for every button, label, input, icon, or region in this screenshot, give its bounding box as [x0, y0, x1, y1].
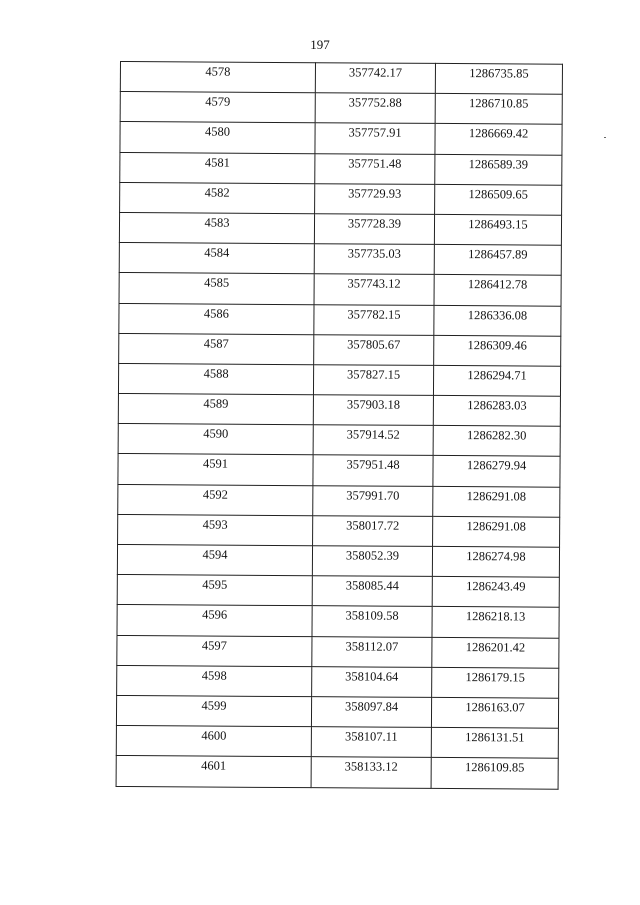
y-coordinate-value: 1286412.78	[467, 277, 528, 292]
scan-speck	[604, 137, 606, 138]
table-row	[120, 92, 562, 125]
point-number-value: 4601	[201, 758, 227, 773]
point-number-value: 4592	[202, 487, 228, 502]
y-coordinate-cell	[435, 63, 562, 94]
x-coordinate-cell	[315, 153, 435, 184]
x-coordinate-value: 357782.15	[347, 306, 401, 322]
point-number-cell	[120, 62, 315, 93]
x-coordinate-cell	[313, 365, 433, 396]
point-number-cell	[119, 243, 314, 274]
point-number-value: 4598	[201, 668, 227, 683]
y-coordinate-value: 1286291.08	[466, 488, 527, 504]
x-coordinate-value: 358104.64	[345, 669, 399, 684]
y-coordinate-cell	[433, 426, 560, 457]
y-coordinate-value: 1286179.15	[465, 669, 525, 685]
x-coordinate-cell	[312, 546, 432, 577]
x-coordinate-value: 357752.88	[348, 95, 402, 110]
point-number-cell	[119, 212, 314, 243]
x-coordinate-cell	[315, 93, 435, 124]
x-coordinate-cell	[313, 515, 433, 546]
table-row	[119, 303, 561, 336]
point-number-value: 4588	[203, 366, 229, 381]
x-coordinate-value: 357903.18	[346, 397, 401, 412]
y-coordinate-value: 1286735.85	[469, 66, 529, 81]
x-coordinate-cell	[311, 697, 431, 728]
point-number-value: 4597	[201, 638, 227, 653]
point-number-cell	[120, 182, 315, 213]
x-coordinate-cell	[313, 395, 433, 426]
y-coordinate-value: 1286493.15	[468, 217, 528, 232]
point-number-value: 4578	[205, 64, 231, 79]
y-coordinate-cell	[434, 245, 561, 276]
y-coordinate-value: 1286201.42	[465, 639, 526, 655]
y-coordinate-cell	[432, 607, 559, 638]
table-row	[117, 635, 559, 668]
x-coordinate-cell	[314, 334, 434, 365]
point-number-cell	[117, 605, 312, 636]
table-row	[116, 695, 558, 728]
table-row	[120, 152, 562, 185]
y-coordinate-value: 1286282.30	[466, 428, 527, 443]
x-coordinate-cell	[315, 183, 435, 214]
x-coordinate-value: 357743.12	[347, 276, 401, 292]
table-row	[117, 544, 559, 577]
x-coordinate-value: 358133.12	[344, 759, 398, 775]
table-row	[118, 484, 560, 517]
point-number-value: 4599	[201, 698, 227, 713]
point-number-value: 4600	[201, 728, 227, 743]
point-number-value: 4595	[202, 577, 228, 592]
point-number-cell	[116, 726, 311, 757]
x-coordinate-cell	[312, 606, 432, 637]
y-coordinate-value: 1286291.08	[466, 518, 526, 534]
x-coordinate-value: 357751.48	[348, 155, 402, 171]
x-coordinate-value: 357729.93	[348, 186, 402, 201]
x-coordinate-cell	[315, 123, 435, 154]
y-coordinate-value: 1286457.89	[468, 247, 528, 262]
table-row	[118, 424, 560, 457]
x-coordinate-value: 357914.52	[346, 427, 400, 442]
x-coordinate-value: 358085.44	[345, 578, 399, 593]
table-row	[119, 243, 561, 276]
table-row	[119, 212, 561, 245]
x-coordinate-cell	[313, 425, 433, 456]
point-number-cell	[118, 454, 313, 485]
y-coordinate-value: 1286163.07	[465, 700, 525, 715]
table-body	[116, 62, 562, 789]
y-coordinate-cell	[431, 697, 558, 728]
point-number-cell	[119, 303, 314, 334]
y-coordinate-cell	[433, 395, 560, 426]
y-coordinate-value: 1286243.49	[466, 579, 526, 594]
x-coordinate-cell	[312, 666, 432, 697]
table-row	[117, 575, 559, 608]
table-row	[118, 454, 560, 487]
table-row	[117, 665, 559, 698]
x-coordinate-cell	[313, 485, 433, 516]
point-number-value: 4579	[205, 94, 231, 109]
y-coordinate-cell	[434, 275, 561, 306]
y-coordinate-value: 1286509.65	[468, 186, 528, 202]
point-number-cell	[118, 363, 313, 394]
point-number-cell	[120, 122, 315, 153]
point-number-value: 4594	[202, 547, 228, 562]
y-coordinate-cell	[432, 667, 559, 698]
point-number-value: 4584	[204, 245, 230, 260]
x-coordinate-value: 358052.39	[345, 548, 400, 563]
table-row	[120, 62, 562, 95]
coordinates-table	[116, 61, 563, 789]
y-coordinate-cell	[434, 335, 561, 366]
x-coordinate-cell	[311, 757, 431, 788]
point-number-value: 4585	[204, 275, 230, 290]
point-number-cell	[116, 756, 311, 787]
table-row	[118, 363, 560, 396]
x-coordinate-value: 357742.17	[348, 65, 403, 80]
x-coordinate-cell	[314, 214, 434, 245]
table-row	[118, 514, 560, 547]
point-number-cell	[119, 273, 314, 304]
y-coordinate-cell	[435, 124, 562, 155]
x-coordinate-value: 357827.15	[346, 367, 401, 382]
y-coordinate-value: 1286336.08	[467, 307, 528, 322]
y-coordinate-value: 1286109.85	[464, 760, 525, 775]
point-number-value: 4582	[204, 185, 230, 200]
x-coordinate-cell	[314, 274, 434, 305]
point-number-cell	[120, 152, 315, 183]
point-number-cell	[118, 394, 313, 425]
point-number-value: 4583	[204, 215, 230, 230]
y-coordinate-cell	[434, 214, 561, 245]
y-coordinate-cell	[433, 516, 560, 547]
x-coordinate-value: 358112.07	[345, 638, 399, 654]
x-coordinate-value: 357951.48	[346, 457, 400, 473]
y-coordinate-cell	[435, 184, 562, 215]
y-coordinate-value: 1286218.13	[465, 609, 526, 624]
point-number-cell	[117, 544, 312, 575]
point-number-cell	[117, 665, 312, 696]
point-number-cell	[117, 575, 312, 606]
y-coordinate-cell	[434, 305, 561, 336]
point-number-cell	[118, 484, 313, 515]
x-coordinate-cell	[312, 576, 432, 607]
y-coordinate-value: 1286669.42	[468, 126, 529, 141]
table-row	[120, 122, 562, 155]
x-coordinate-value: 358017.72	[346, 518, 400, 533]
y-coordinate-cell	[433, 456, 560, 487]
point-number-cell	[118, 514, 313, 545]
x-coordinate-cell	[312, 636, 432, 667]
point-number-value: 4581	[204, 155, 230, 170]
point-number-cell	[118, 424, 313, 455]
point-number-value: 4593	[202, 517, 228, 532]
y-coordinate-value: 1286131.51	[465, 730, 525, 745]
y-coordinate-value: 1286589.39	[468, 156, 529, 172]
y-coordinate-value: 1286274.98	[466, 549, 526, 564]
x-coordinate-value: 358109.58	[345, 608, 399, 624]
point-number-cell	[117, 635, 312, 666]
y-coordinate-value: 1286294.71	[467, 368, 527, 383]
y-coordinate-cell	[435, 154, 562, 185]
y-coordinate-value: 1286283.03	[467, 398, 527, 413]
table-row	[119, 273, 561, 306]
x-coordinate-value: 358107.11	[344, 729, 398, 744]
point-number-value: 4587	[203, 336, 229, 351]
y-coordinate-value: 1286710.85	[469, 96, 529, 111]
x-coordinate-cell	[314, 304, 434, 335]
point-number-value: 4589	[203, 396, 229, 411]
x-coordinate-cell	[311, 727, 431, 758]
y-coordinate-cell	[433, 486, 560, 517]
page-number: 197	[310, 37, 330, 52]
y-coordinate-cell	[432, 546, 559, 577]
table-row	[119, 333, 561, 366]
point-number-value: 4586	[203, 306, 230, 321]
x-coordinate-cell	[313, 455, 433, 486]
x-coordinate-cell	[314, 244, 434, 275]
point-number-value: 4590	[203, 426, 229, 441]
y-coordinate-cell	[432, 637, 559, 668]
x-coordinate-value: 357728.39	[347, 216, 402, 231]
point-number-cell	[120, 92, 315, 123]
x-coordinate-cell	[315, 63, 435, 94]
y-coordinate-value: 1286309.46	[467, 337, 528, 353]
y-coordinate-cell	[435, 94, 562, 125]
table-row	[116, 726, 558, 759]
x-coordinate-value: 358097.84	[344, 699, 399, 714]
point-number-value: 4596	[202, 607, 228, 623]
table-row	[116, 756, 558, 789]
table-row	[118, 394, 560, 427]
point-number-cell	[116, 695, 311, 726]
x-coordinate-value: 357991.70	[346, 488, 400, 503]
x-coordinate-value: 357757.91	[348, 125, 402, 141]
table-row	[120, 182, 562, 215]
y-coordinate-cell	[431, 758, 558, 789]
y-coordinate-cell	[432, 577, 559, 608]
y-coordinate-cell	[433, 365, 560, 396]
y-coordinate-value: 1286279.94	[466, 458, 527, 473]
point-number-value: 4580	[205, 124, 231, 140]
point-number-value: 4591	[202, 456, 229, 472]
y-coordinate-cell	[431, 728, 558, 759]
point-number-cell	[119, 333, 314, 364]
table-row	[117, 605, 559, 638]
x-coordinate-value: 357735.03	[347, 246, 401, 261]
x-coordinate-value: 357805.67	[347, 337, 401, 352]
